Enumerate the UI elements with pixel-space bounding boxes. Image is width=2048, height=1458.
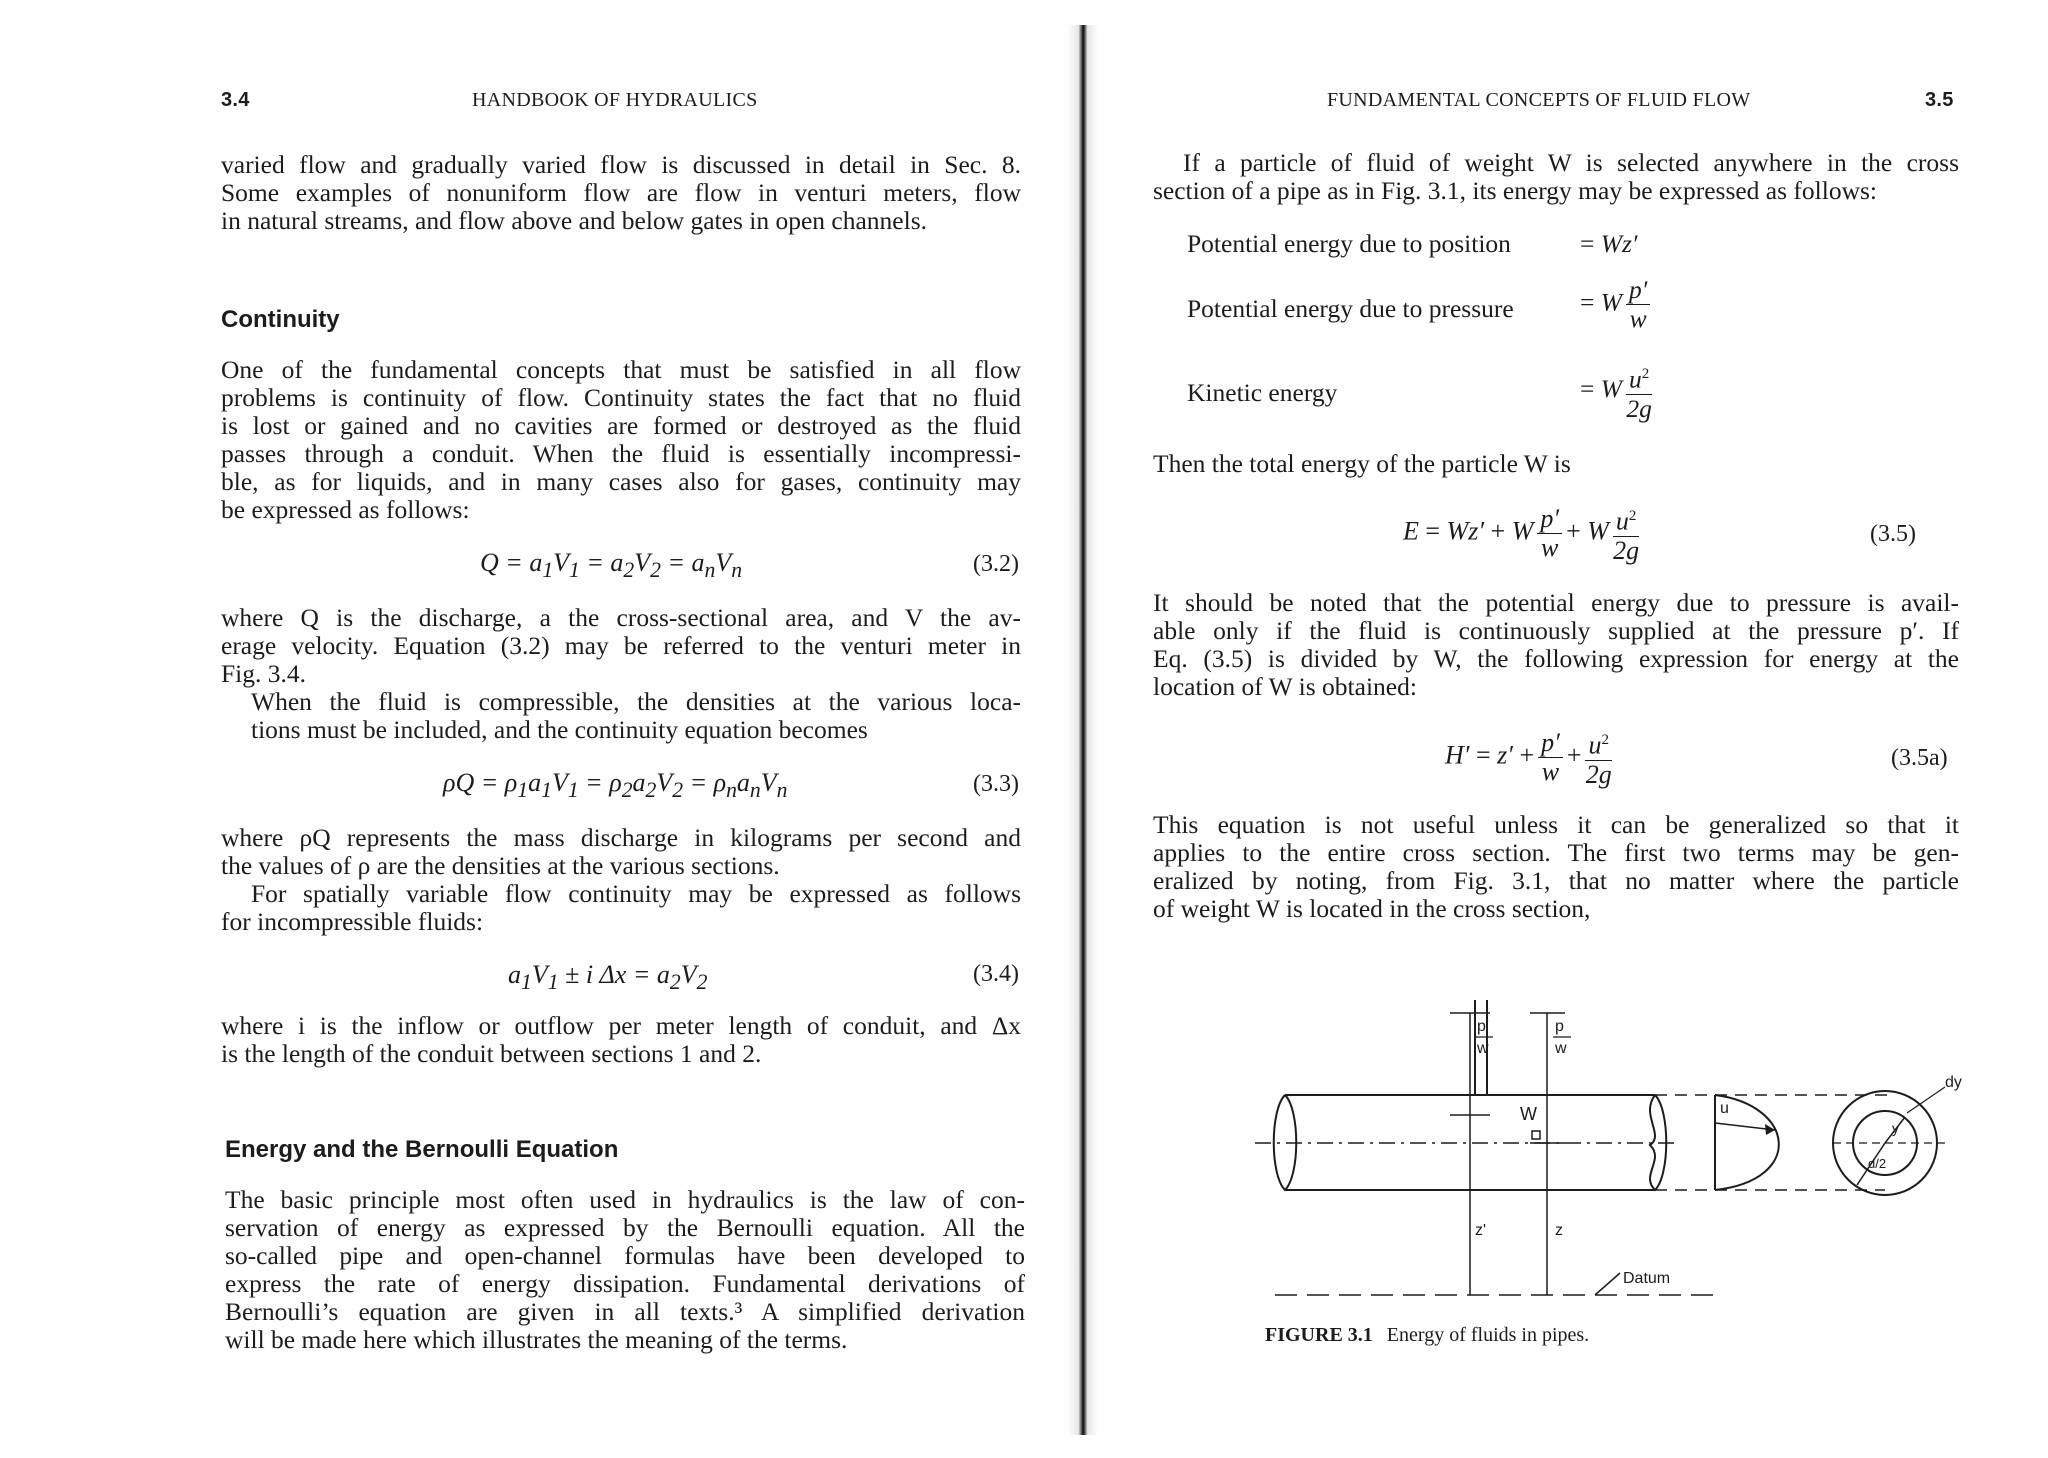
text-line: One of the fundamental concepts that must be satisfied in all flow (221, 355, 1021, 384)
text-line: is the length of the conduit between sections 1 and 2. (221, 1039, 762, 1068)
continuity-paragraph (221, 356, 1021, 524)
energy-row-label: Kinetic energy (1187, 378, 1338, 407)
fig-label-w: w (1555, 1040, 1567, 1057)
equation-3-5: E = Wz′ + W $\frac{p'}{w}$ + W $\frac{u^2}{2g}$ (1403, 503, 1640, 565)
text-line: be expressed as follows: (221, 495, 470, 524)
energy-row-position (1187, 229, 1511, 259)
energy-row-pressure (1187, 294, 1514, 324)
text-line: location of W is obtained: (1153, 672, 1417, 701)
figure-caption-text: Energy of fluids in pipes. (1386, 1324, 1590, 1346)
energy-row-label: Potential energy due to position (1187, 229, 1511, 258)
paragraph-after-3-5 (1153, 589, 1959, 701)
equation-number: (3.5) (1870, 521, 1916, 547)
figure-caption (1265, 1324, 1589, 1347)
text-line: When the fluid is compressible, the densities at the various loca- (251, 687, 1021, 716)
text-line: If a particle of fluid of weight W is selected anywhere in the cross (1183, 148, 1959, 177)
paragraph-after-3-2 (221, 604, 1021, 744)
intro-paragraph (221, 151, 1021, 235)
fig-label-d2: d/2 (1868, 1156, 1887, 1171)
text-line: for incompressible fluids: (221, 907, 484, 936)
text-line: in natural streams, and flow above and below gates in open channels. (221, 206, 927, 235)
equation-number: (3.2) (973, 551, 1019, 577)
text-line: is lost or gained and no cavities are formed or destroyed as the fluid (221, 411, 1021, 440)
fig-label-y: y (1892, 1120, 1899, 1136)
equation-3-3: $\rho Q = \rho_1a_1V_1 = \rho_2a_2V_2 = \rho_na_nV_n$ (443, 768, 788, 803)
particle-w-marker (1532, 1131, 1540, 1139)
fig-label-u: u (1720, 1100, 1729, 1117)
figure-3-1-diagram (1245, 995, 1965, 1315)
paragraph-after-3-3 (221, 824, 1021, 936)
running-head: FUNDAMENTAL CONCEPTS OF FLUID FLOW (1327, 89, 1751, 111)
text-line: varied flow and gradually varied flow is discussed in detail in Sec. 8. (221, 150, 1021, 179)
text-line: will be made here which illustrates the meaning of the terms. (225, 1325, 848, 1354)
text-line: servation of energy as expressed by the Bernoulli equation. All the (225, 1213, 1025, 1242)
energy-value-position: = Wz′ (1580, 229, 1638, 258)
text-line: Bernoulli’s equation are given in all texts.³ A simplified derivation (225, 1297, 1025, 1326)
energy-row-kinetic (1187, 378, 1337, 408)
right-page (1105, 0, 2048, 1458)
text-line: problems is continuity of flow. Continuity states the fact that no fluid (221, 383, 1021, 412)
energy-paragraph (225, 1186, 1025, 1354)
page-number: 3.5 (1925, 89, 1954, 111)
text-line: passes through a conduit. When the fluid is essentially incompressi- (221, 439, 1021, 468)
text-line: erage velocity. Equation (3.2) may be referred to the venturi meter in (221, 631, 1021, 660)
running-head: HANDBOOK OF HYDRAULICS (472, 89, 758, 111)
text-line: of weight W is located in the cross section, (1153, 894, 1591, 923)
text-line: Then the total energy of the particle W is (1153, 449, 1571, 478)
equation-number: (3.3) (973, 771, 1019, 797)
fig-label-dy: dy (1945, 1074, 1962, 1091)
paragraph-after-3-4 (221, 1012, 1021, 1068)
text-line: eralized by noting, from Fig. 3.1, that no matter where the particle (1153, 866, 1959, 895)
fig-label-p-prime: p' (1477, 1018, 1489, 1035)
equation-number: (3.5a) (1891, 745, 1948, 771)
energy-row-label: Potential energy due to pressure (1187, 294, 1514, 323)
energy-value-pressure: = W $\frac{p'}{w}$ (1580, 276, 1654, 333)
text-line: where Q is the discharge, a the cross-sectional area, and V the av- (221, 603, 1021, 632)
equation-3-4: $a_1V_1 \pm i$ $\Delta x = a_2V_2$ (508, 960, 708, 995)
text-line: For spatially variable flow continuity may be expressed as follows (251, 879, 1021, 908)
equation-3-2: $Q = a_1V_1 = a_2V_2 = a_nV_n$ (480, 548, 743, 583)
text-line: applies to the entire cross section. The first two terms may be gen- (1153, 838, 1959, 867)
text-line: The basic principle most often used in hydraulics is the law of con- (225, 1185, 1025, 1214)
equation-number: (3.4) (973, 961, 1019, 987)
page-number: 3.4 (221, 89, 250, 111)
text-line: tions must be included, and the continuity equation becomes (251, 715, 868, 744)
text-line: ble, as for liquids, and in many cases also for gases, continuity may (221, 467, 1021, 496)
fig-label-p: p (1555, 1018, 1564, 1035)
text-line: It should be noted that the potential energy due to pressure is avail- (1153, 588, 1959, 617)
fig-label-datum: Datum (1623, 1270, 1671, 1287)
fig-label-particle-w: W (1520, 1104, 1537, 1124)
fig-label-w: w (1477, 1040, 1489, 1057)
datum-leader (1595, 1273, 1620, 1295)
text-line: section of a pipe as in Fig. 3.1, its energy may be expressed as follows: (1153, 176, 1878, 205)
text-line: so-called pipe and open-channel formulas have been developed to (225, 1241, 1025, 1270)
text-line: where ρQ represents the mass discharge in kilograms per second and (221, 823, 1021, 852)
text-line: This equation is not useful unless it can be generalized so that it (1153, 810, 1959, 839)
text-line: where i is the inflow or outflow per meter length of conduit, and Δx (221, 1011, 1021, 1040)
text-line: Some examples of nonuniform flow are flow in venturi meters, flow (221, 178, 1021, 207)
fig-label-z-prime: z' (1475, 1222, 1487, 1239)
section-heading-energy: Energy and the Bernoulli Equation (225, 1136, 619, 1163)
text-line: express the rate of energy dissipation. Fundamental derivations of (225, 1269, 1025, 1298)
text-line: able only if the fluid is continuously supplied at the pressure p′. If (1153, 616, 1959, 645)
energy-value-kinetic: = W $\frac{u^2}{2g}$ (1580, 360, 1656, 423)
text-line: the values of ρ are the densities at the various sections. (221, 851, 780, 880)
text-line: Eq. (3.5) is divided by W, the following expression for energy at the (1153, 644, 1959, 673)
figure-caption-label: FIGURE 3.1 (1265, 1324, 1373, 1346)
fig-label-z: z (1555, 1222, 1563, 1239)
equation-3-5a: H′ = z′ + $\frac{p'}{w}$ + $\frac{u^2}{2g}$ (1445, 727, 1612, 789)
intro-paragraph (1153, 149, 1959, 205)
paragraph-after-3-5a (1153, 811, 1959, 923)
text-line: Fig. 3.4. (221, 659, 307, 688)
section-heading-continuity: Continuity (221, 306, 340, 333)
then-paragraph (1153, 450, 1959, 478)
